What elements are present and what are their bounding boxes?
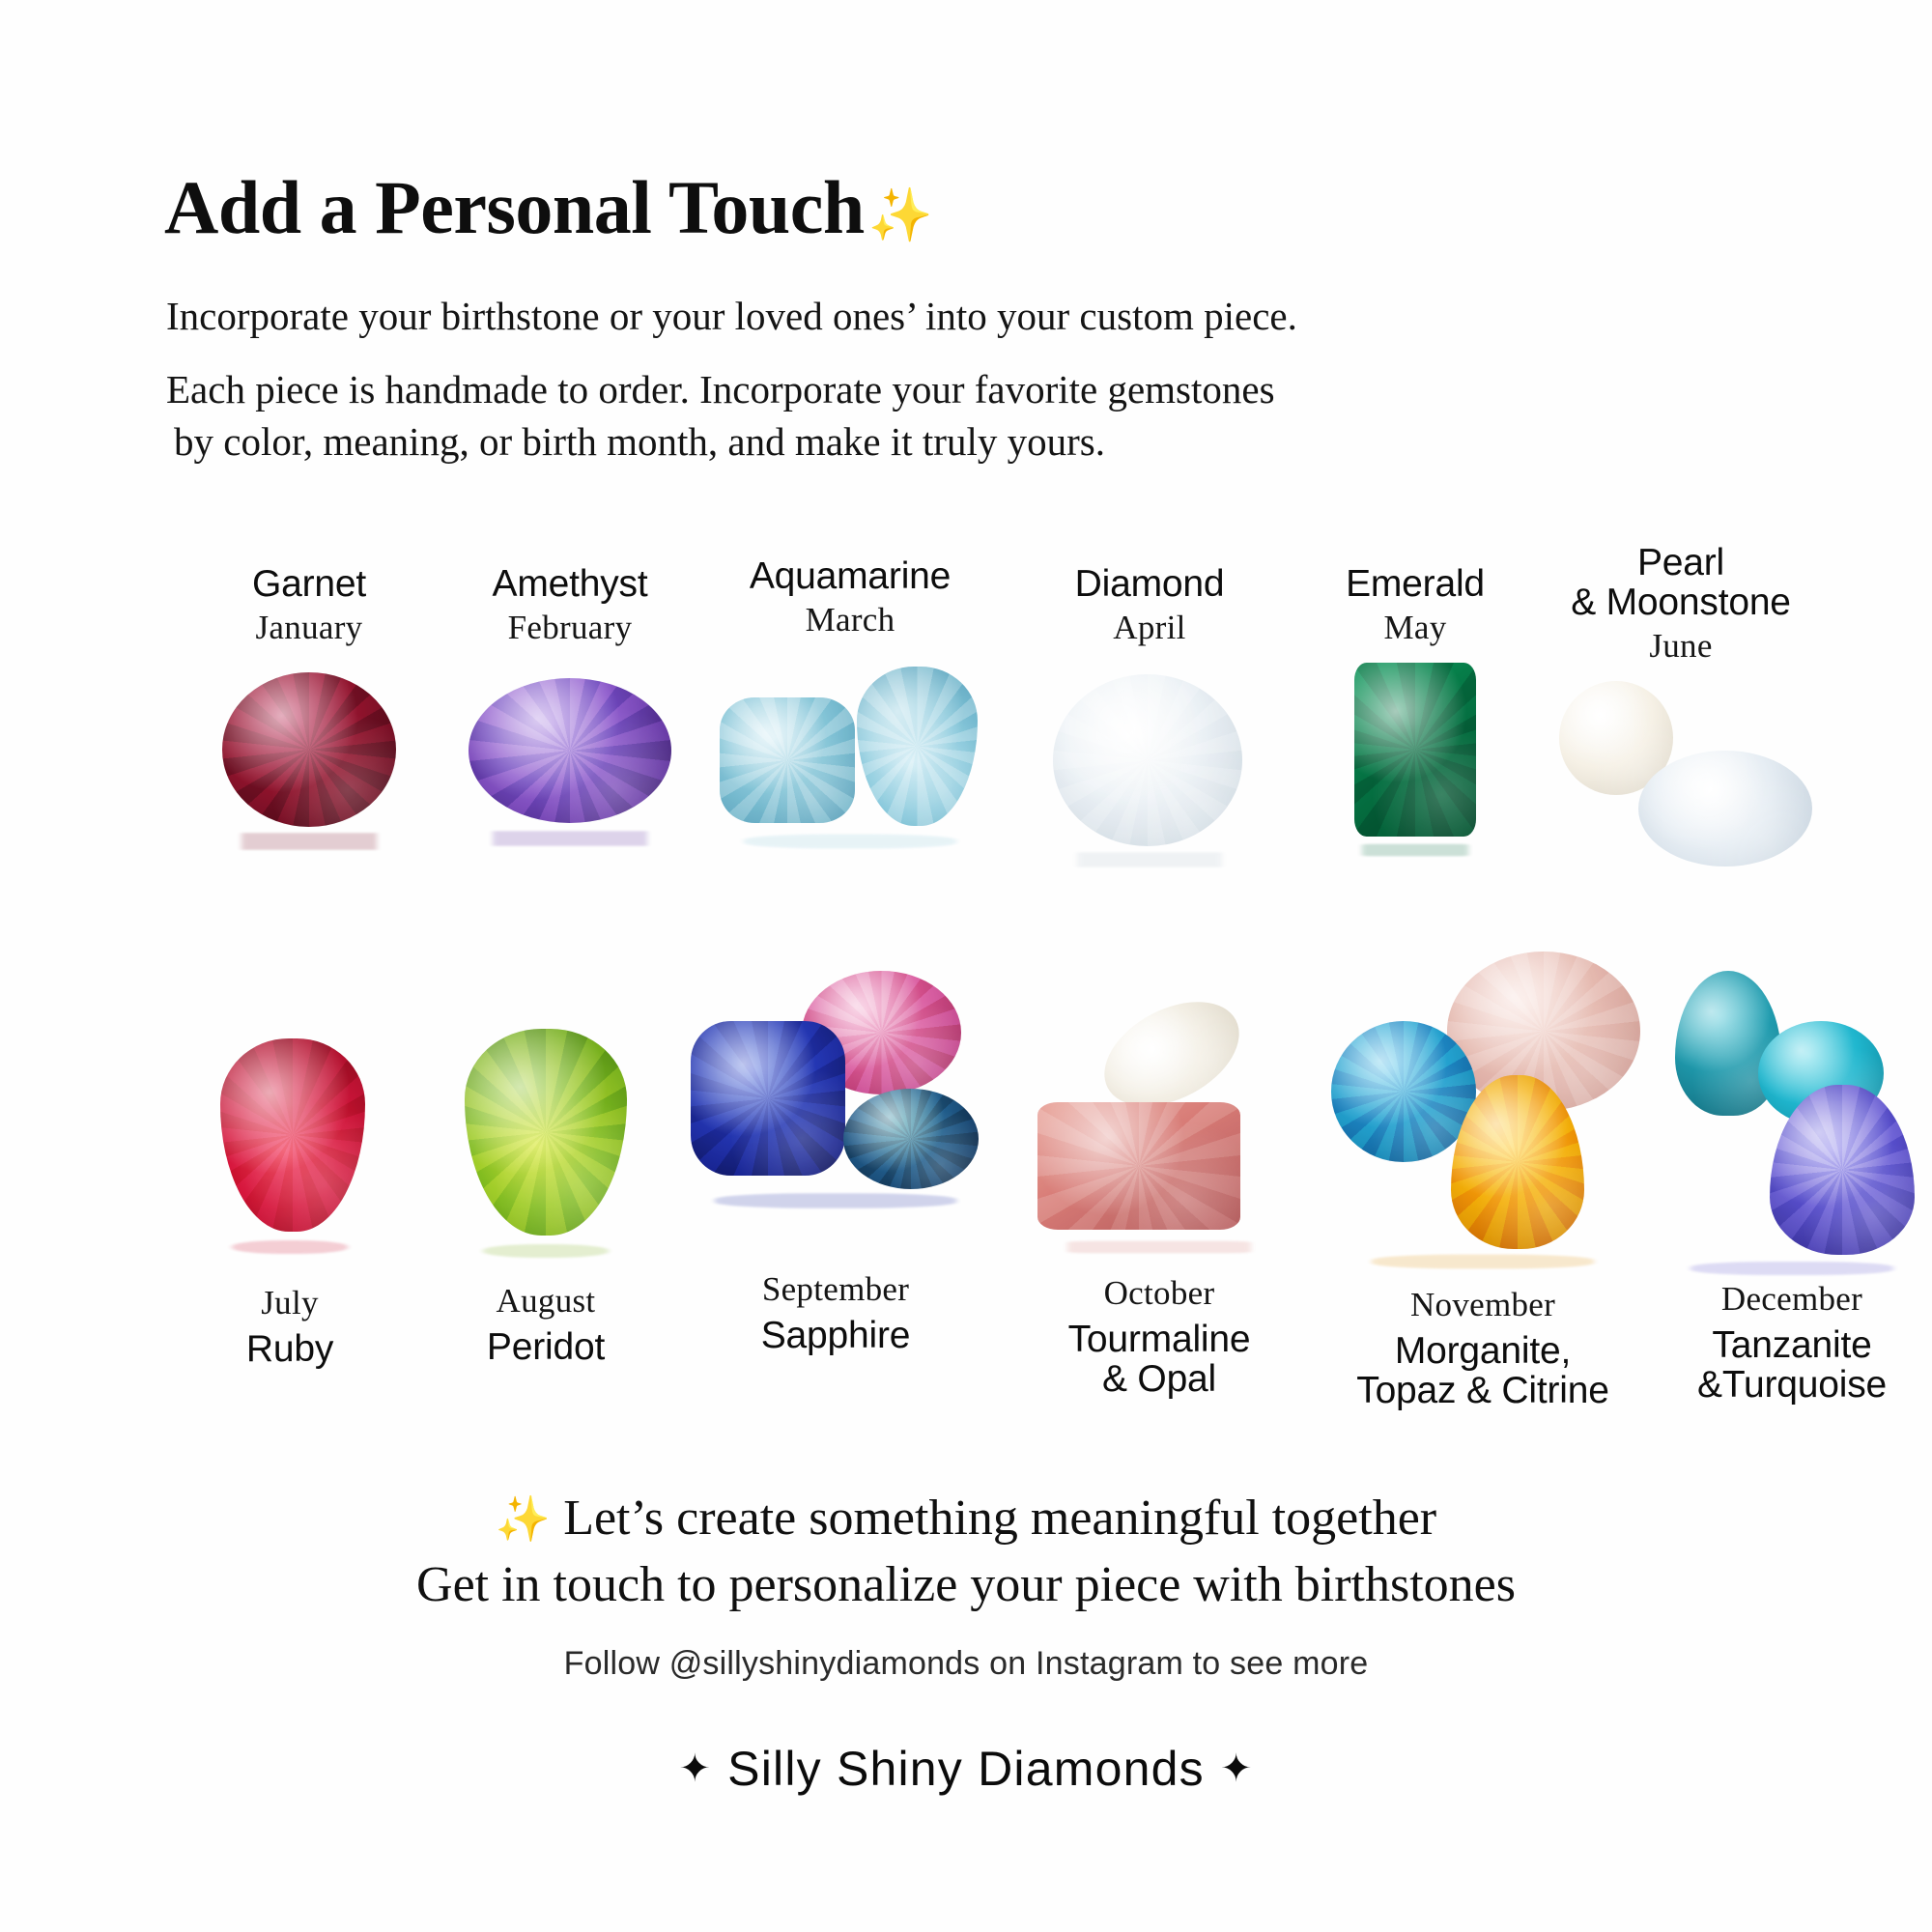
gem-image-tourmaline-opal (1014, 1009, 1304, 1251)
birthstone-row-first-half (145, 542, 1816, 971)
birthstone-cell-november[interactable] (1319, 952, 1647, 1411)
sparkles-icon: ✨ (867, 186, 933, 244)
birthstone-month-january: January (255, 608, 363, 646)
birthstone-cell-july[interactable] (164, 1038, 415, 1370)
birthstone-cell-march[interactable] (696, 557, 1005, 840)
footer (0, 1488, 1932, 1797)
birthstone-cell-september[interactable] (671, 971, 1000, 1356)
birthstone-grid (145, 542, 1887, 1541)
brand-signature (0, 1741, 1932, 1797)
gem-image-pearl-moonstone (1546, 675, 1816, 868)
intro-line-2: Each piece is handmade to order. Incorporate your favorite gemstones (166, 367, 1275, 412)
intro-line-3: by color, meaning, or birth month, and make it truly yours. (174, 419, 1105, 465)
intro-paragraph (166, 290, 1808, 468)
birthstone-name-october-line1: Tourmaline (1067, 1319, 1251, 1360)
birthstone-month-may: May (1383, 608, 1447, 646)
birthstone-month-april: April (1113, 608, 1186, 646)
intro-line-1: Incorporate your birthstone or your loved ones’ into your custom piece. (166, 294, 1297, 338)
birthstone-name-december-line1: Tanzanite (1712, 1324, 1872, 1366)
gem-image-emerald (1323, 661, 1507, 854)
birthstone-name-october-line2: & Opal (1101, 1357, 1217, 1400)
birthstone-month-september: September (761, 1270, 910, 1308)
birthstone-name-january: Garnet (251, 563, 367, 605)
birthstone-month-november: November (1409, 1286, 1556, 1323)
birthstone-name-july: Ruby (245, 1328, 334, 1370)
birthstone-month-december: December (1720, 1280, 1863, 1318)
birthstone-cell-january[interactable] (184, 565, 435, 837)
birthstone-name-september: Sapphire (760, 1315, 911, 1356)
birthstone-cell-october[interactable] (1005, 1009, 1314, 1400)
birthstone-month-july: July (261, 1284, 319, 1321)
instagram-follow-text[interactable]: Follow @sillyshinydiamonds on Instagram to see more (563, 1644, 1369, 1682)
birthstone-name-april: Diamond (1074, 563, 1225, 605)
gem-image-aquamarine (710, 657, 990, 840)
birthstone-name-december-line2: &Turquoise (1697, 1363, 1887, 1406)
birthstone-month-august: August (496, 1282, 596, 1320)
birthstone-name-march: Aquamarine (749, 555, 952, 597)
brand-name: Silly Shiny Diamonds (727, 1741, 1205, 1796)
birthstone-cell-february[interactable] (435, 565, 705, 837)
gem-image-amethyst (459, 672, 681, 837)
birthstone-name-november-line2: Topaz & Citrine (1356, 1369, 1609, 1411)
cta-line-2: Get in touch to personalize your piece with birthstones (416, 1557, 1516, 1613)
birthstone-name-june-line1: Pearl (1636, 542, 1725, 583)
birthstone-month-february: February (507, 608, 633, 646)
birthstone-month-october: October (1103, 1274, 1215, 1312)
birthstone-cell-june[interactable] (1536, 544, 1826, 868)
gem-image-garnet (213, 672, 406, 837)
birthstone-cell-april[interactable] (1014, 565, 1285, 852)
birthstone-month-march: March (805, 600, 895, 639)
page-title (164, 164, 932, 251)
birthstone-cell-august[interactable] (411, 1029, 681, 1368)
sparkle-icon-right: ✦ (1219, 1747, 1254, 1790)
birthstone-name-may: Emerald (1346, 563, 1485, 605)
gem-image-diamond (1043, 668, 1256, 852)
gem-image-sapphire (681, 971, 990, 1251)
gem-image-ruby (193, 1038, 386, 1251)
birthstone-name-november-line1: Morganite, (1394, 1330, 1572, 1372)
birthstone-row-second-half (145, 1000, 1887, 1541)
gem-image-morganite-topaz-citrine (1323, 952, 1642, 1270)
birthstone-month-june: June (1649, 626, 1713, 665)
birthstone-name-august: Peridot (486, 1326, 606, 1368)
birthstone-name-june-line2: & Moonstone (1571, 581, 1791, 623)
cta-line-1-text: Let’s create something meaningful together (563, 1491, 1437, 1546)
sparkle-icon-left: ✦ (678, 1747, 713, 1790)
sparkles-icon-footer: ✨ (495, 1494, 552, 1544)
birthstone-cell-may[interactable] (1290, 565, 1541, 854)
gem-image-peridot (440, 1029, 652, 1251)
page-title-text: Add a Personal Touch (164, 165, 865, 249)
birthstone-name-february: Amethyst (492, 563, 648, 605)
birthstone-cell-december[interactable] (1647, 971, 1932, 1406)
cta-line-1 (0, 1488, 1932, 1548)
gem-image-tanzanite-turquoise (1652, 971, 1932, 1261)
